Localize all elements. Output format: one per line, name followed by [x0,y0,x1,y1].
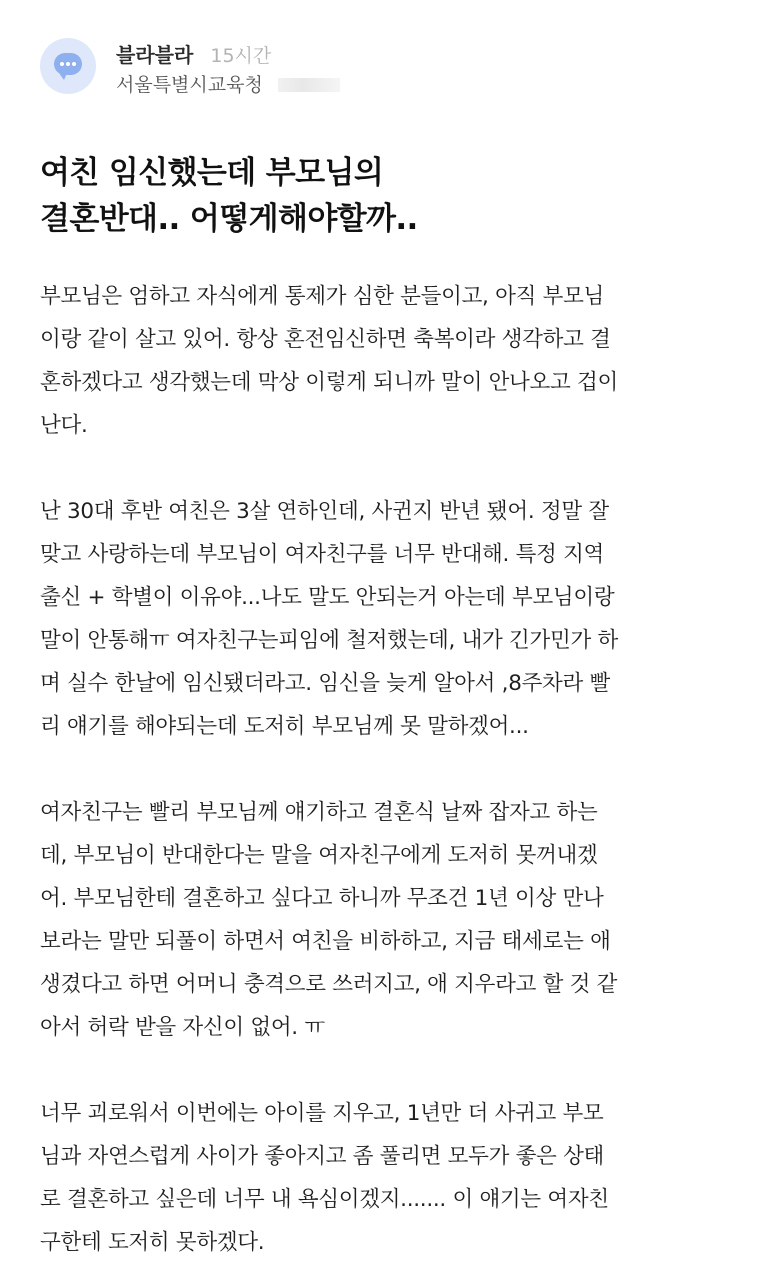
post-paragraph [40,1092,740,1264]
post-title-line: 결혼반대.. 어떻게해야할까.. [40,201,418,237]
body-line: 아서 허락 받을 자신이 없어. ㅠ [40,1015,325,1040]
masked-text [278,78,340,92]
post-paragraph [40,791,740,1049]
body-line: 출신 + 학별이 이유야...나도 말도 안되는거 아는데 부모님이랑 [40,585,615,610]
chat-bubble-icon [54,53,82,75]
body-line: 생겼다고 하면 어머니 충격으로 쓰러지고, 애 지우라고 할 것 같 [40,972,618,997]
author-name[interactable]: 블라블라 [116,43,194,67]
body-line: 구한테 도저히 못하겠다. [40,1230,265,1255]
company-row [116,70,340,97]
body-line: 너무 괴로워서 이번에는 아이를 지우고, 1년만 더 사귀고 부모 [40,1101,604,1126]
body-line: 여자친구는 빨리 부모님께 얘기하고 결혼식 날짜 잡자고 하는 [40,800,598,825]
post-title [40,150,730,242]
body-line: 리 얘기를 해야되는데 도저히 부모님께 못 말하겠어... [40,714,529,739]
body-line: 며 실수 한날에 임신됐더라고. 임신을 늦게 알아서 ,8주차라 빨 [40,671,610,696]
post-paragraph [40,490,740,748]
author-row [116,39,271,68]
post-paragraph [40,275,740,447]
post-body [40,275,740,1264]
post-time: 15시간 [210,45,272,67]
body-line: 맞고 사랑하는데 부모님이 여자친구를 너무 반대해. 특정 지역 [40,542,605,567]
body-line: 데, 부모님이 반대한다는 말을 여자친구에게 도저히 못꺼내겠 [40,843,598,868]
body-line: 보라는 말만 되풀이 하면서 여친을 비하하고, 지금 태세로는 애 [40,929,611,954]
body-line: 난다. [40,413,88,438]
post-title-line: 여친 임신했는데 부모님의 [40,155,384,191]
post-header [40,38,730,98]
body-line: 혼하겠다고 생각했는데 막상 이렇게 되니까 말이 안나오고 겁이 [40,370,618,395]
body-line: 로 결혼하고 싶은데 너무 내 욕심이겠지....... 이 얘기는 여자친 [40,1187,609,1212]
body-line: 부모님은 엄하고 자식에게 통제가 심한 분들이고, 아직 부모님 [40,284,605,309]
body-line: 이랑 같이 살고 있어. 항상 혼전임신하면 축복이라 생각하고 결 [40,327,611,352]
body-line: 어. 부모님한테 결혼하고 싶다고 하니까 무조건 1년 이상 만나 [40,886,604,911]
author-company[interactable]: 서울특별시교육청 [116,74,263,96]
body-line: 님과 자연스럽게 사이가 좋아지고 좀 풀리면 모두가 좋은 상태 [40,1144,605,1169]
body-line: 말이 안통해ㅠ 여자친구는피임에 철저했는데, 내가 긴가민가 하 [40,628,618,653]
author-avatar[interactable] [40,38,96,94]
body-line: 난 30대 후반 여친은 3살 연하인데, 사귄지 반년 됐어. 정말 잘 [40,499,609,524]
